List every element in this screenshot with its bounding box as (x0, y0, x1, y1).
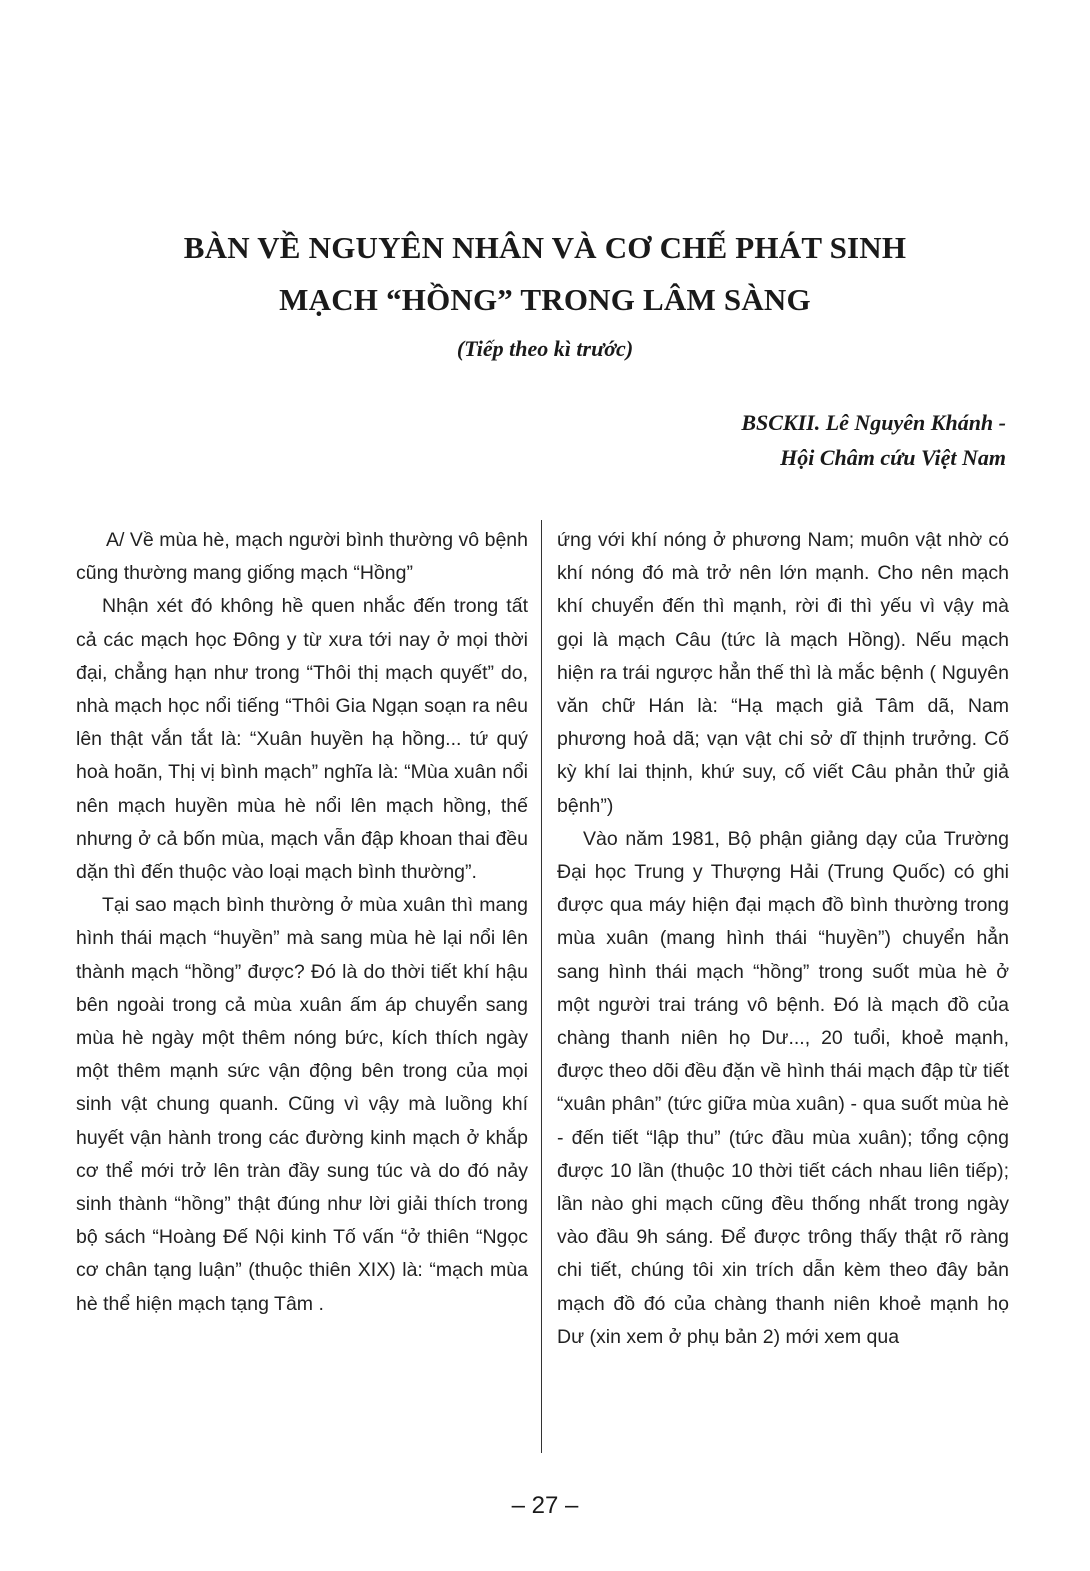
left-column (76, 524, 528, 1321)
author-block (741, 405, 1006, 475)
author-name: BSCKII. Lê Nguyên Khánh - (741, 410, 1006, 435)
title-line-1: BÀN VỀ NGUYÊN NHÂN VÀ CƠ CHẾ PHÁT SINH (183, 230, 907, 265)
column-divider (541, 520, 542, 1453)
page-number: – 27 – (511, 1492, 579, 1519)
title-line-2: MẠCH “HỒNG” TRONG LÂM SÀNG (279, 282, 811, 317)
article-subtitle: (Tiếp theo kì trước) (456, 336, 634, 361)
paragraph: Nhận xét đó không hề quen nhắc đến trong tất cả các mạch học Đông y từ xưa tới nay ở mọi thời đại, chẳng hạn như trong “Thôi thị mạch quyết” do, nhà mạch học nổi tiếng “Thôi Gia Ngạn soạn ra nêu lên thật vắn tắt là: “Xuân huyền hạ hồng... tứ quý hoà hoãn, Thị vị bình mạch” nghĩa là: “Mùa xuân nổi nên mạch huyền mùa hè nổi lên mạch hồng, thế nhưng ở cả bốn mùa, mạch vẫn đập khoan thai đều dặn thì đến thuộc vào loại mạch bình thường”. (76, 595, 528, 884)
paragraph: Tại sao mạch bình thường ở mùa xuân thì mang hình thái mạch “huyền” mà sang mùa hè lại nổi lên thành mạch “hồng” được? Đó là do thời tiết khí hậu bên ngoài trong cả mùa xuân ấm áp chuyển sang mùa hè ngày một thêm nóng bức, kích thích ngày một thêm mạnh sức vận động bên trong của mọi sinh vật chung quanh. Cũng vì vậy mà luồng khí huyết vận hành trong các đường kinh mạch ở khắp cơ thể mới trở lên tràn đầy sung túc và do đó nảy sinh thành “hồng” thật đúng như lời giải thích trong bộ sách “Hoàng Đế Nội kinh Tố vấn “ở thiên “Ngọc cơ chân tạng luận” (thuộc thiên XIX) là: “mạch mùa hè thể hiện mạch tạng Tâm . (76, 894, 528, 1315)
right-column (557, 524, 1009, 1354)
article-title (0, 222, 1090, 326)
paragraph: Vào năm 1981, Bộ phận giảng dạy của Trường Đại học Trung y Thượng Hải (Trung Quốc) có ghi được qua máy hiện đại mạch đồ bình thường trong mùa xuân (mang hình thái “huyền”) chuyển hẳn sang hình thái mạch “hồng” trong suốt mùa hè ở một người trai tráng vô bệnh. Đó là mạch đồ của chàng thanh niên họ Dư..., 20 tuổi, khoẻ mạnh, được theo dõi đều đặn về hình thái mạch đập từ tiết “xuân phân” (tức giữa mùa xuân) - qua suốt mùa hè - đến tiết “lập thu” (tức đầu mùa xuân); tổng cộng được 10 lần (thuộc 10 thời tiết cách nhau liên tiếp); lần nào ghi mạch cũng đều thống nhất trong ngày vào đầu 9h sáng. Để được trông thấy thật rõ ràng chi tiết, chúng tôi xin trích dẫn kèm theo đây bản mạch đồ đó của chàng thanh niên khoẻ mạnh họ Dư (xin xem ở phụ bản 2) mới xem qua (557, 827, 1009, 1348)
paragraph: ứng với khí nóng ở phương Nam; muôn vật nhờ có khí nóng đó mà trở nên lớn mạnh. Cho nên mạch khí chuyển đến thì mạnh, rời đi thì yếu vì vậy mà gọi là mạch Câu (tức là mạch Hồng). Nếu mạch hiện ra trái ngược hẳn thế thì là mắc bệnh ( Nguyên văn chữ Hán là: “Hạ mạch giả Tâm dã, Nam phương hoả dã; vạn vật chi sở dĩ thịnh trưởng. Cố kỳ khí lai thịnh, khứ suy, cố viết Câu phản thử giả bệnh”) (557, 529, 1009, 817)
author-affiliation: Hội Châm cứu Việt Nam (780, 445, 1006, 470)
paragraph: A/ Về mùa hè, mạch người bình thường vô bệnh cũng thường mang giống mạch “Hồng” (76, 529, 528, 585)
